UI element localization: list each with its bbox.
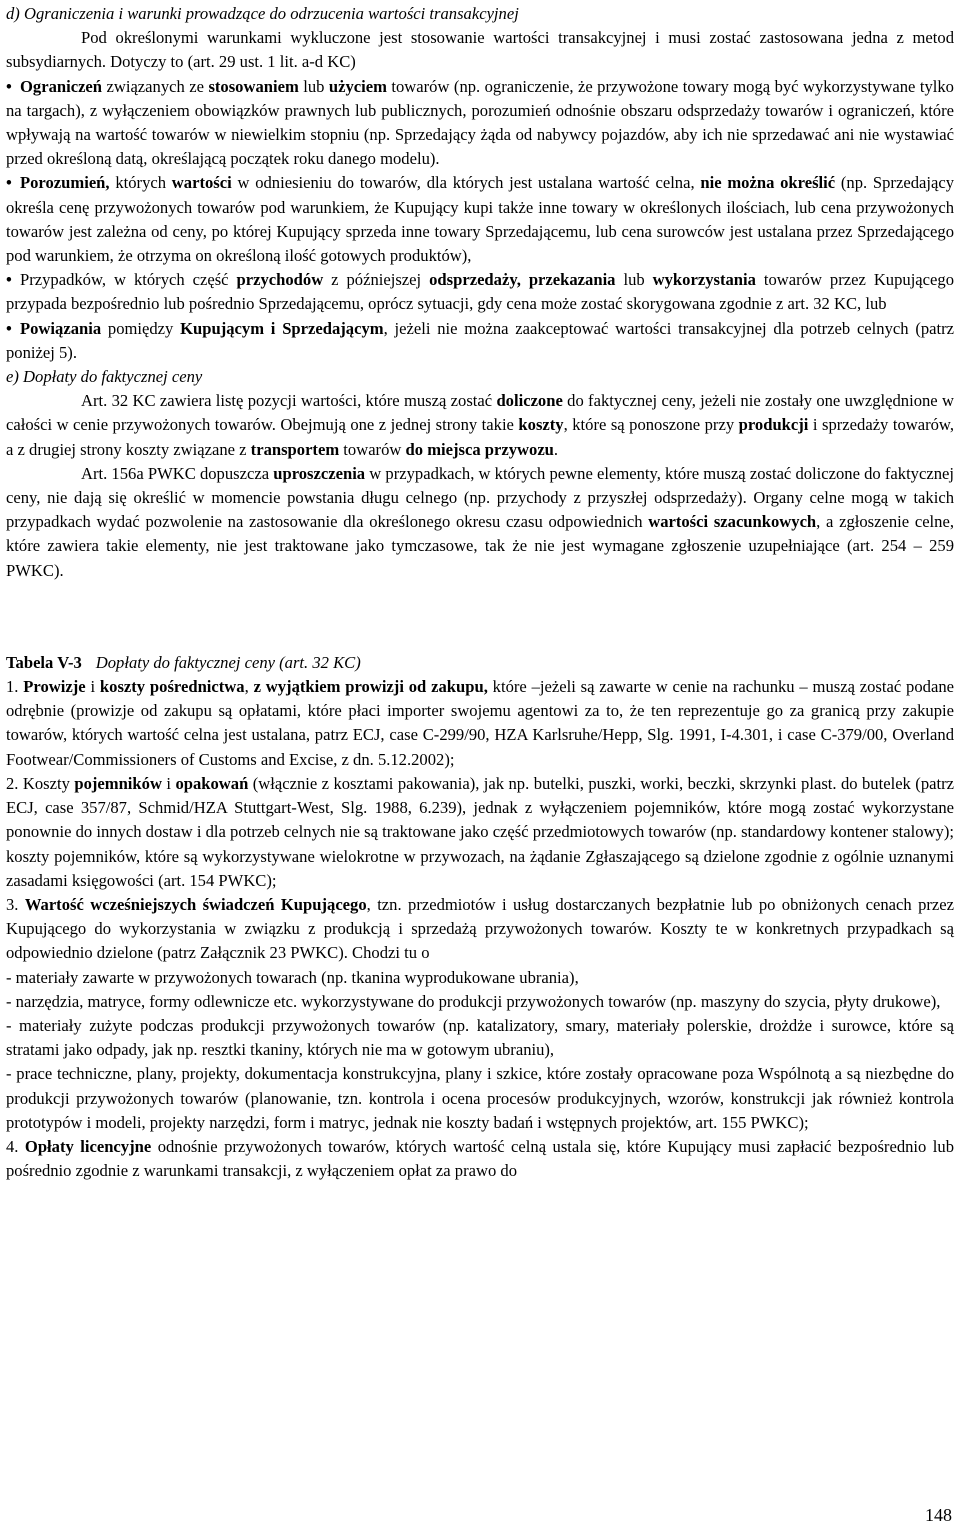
bullet-icon: • — [6, 318, 12, 338]
section-d-intro: Pod określonymi warunkami wykluczone jest stosowanie wartości transakcyjnej i musi zostać zastosowana jedna z metod subsydiarnych. Dotyczy to (art. 29 ust. 1 lit. a-d KC) — [6, 28, 954, 72]
bullet-icon: • — [6, 270, 12, 290]
table-item-1: 1. Prowizje i koszty pośrednictwa, z wyjątkiem prowizji od zakupu, które –jeżeli są zawarte w cenie na rachunku – muszą zostać podane odrębnie (prowizje od zakupu są opłatami, które płaci importer swojemu agentowi za to, że ten reprezentuje go za granicą przy zakupie towarów, których wartość celna jest ustalana, patrz ECJ, case C-299/90, HZA Karlsruhe/Hepp, Slg. 1991, I-4.301, i case C-379/00, Overland Footwear/Commissioners of Customs and Excise, z dn. 5.12.2002); — [6, 677, 954, 769]
table-dash-item: - narzędzia, matryce, formy odlewnicze etc. wykorzystywane do produkcji przywożonych towarów (np. maszyny do szycia, płyty drukowe), — [6, 991, 941, 1011]
section-e-paragraph-2: Art. 156a PWKC dopuszcza uproszczenia w przypadkach, w których pewne elementy, które muszą zostać doliczone do faktycznej ceny, nie dają się określić w momencie powstania długu celnego (np. przychody z przyszłej odsprzedaży). Organy celne mogą w takich przypadkach wydać pozwolenie na zastosowanie dla określonego okresu czasu odpowiednich wartości szacunkowych, a zgłoszenie celne, które zawiera takie elementy, nie jest traktowane jako tymczasowe, tak że nie jest wymagane zgłoszenie uzupełniające (art. 254 – 259 PWKC). — [6, 463, 954, 580]
table-label: Tabela V-3 — [6, 652, 82, 672]
table-item-4: 4. Opłaty licencyjne odnośnie przywożonych towarów, których wartość celną ustala się, które Kupujący musi zapłacić bezpośrednio lub pośrednio zgodnie z warunkami transakcji, z wyłączeniem opłat za prawo do — [6, 1136, 954, 1181]
bullet-icon: • — [6, 76, 12, 96]
table-dash-item: - prace techniczne, plany, projekty, dokumentacja konstrukcyjna, plany i szkice, które zostały opracowane poza Wspólnotą a są niezbędne do produkcji przywożonych towarów (planowanie, tzn. kontrola i ocena procesów produkcyjnych, wzorów, konstrukcji jak również kontrola prototypów i modeli, projekty narzędzi, form i matryc, jednak nie koszty badań i wstępnych projektów, art. 155 PWKC); — [6, 1064, 954, 1132]
document-page — [6, 2, 954, 1183]
table-dash-item: - materiały zużyte podczas produkcji przywożonych towarów (np. katalizatory, smary, materiały polerskie, drożdże i surowce, które są stratami jako odpady, jak np. resztki tkaniny, których nie ma w gotowym ubraniu), — [6, 1015, 954, 1060]
table-caption: Dopłaty do faktycznej ceny (art. 32 KC) — [95, 652, 361, 672]
bullet-przypadkow: • Przypadków, w których część przychodów z późniejszej odsprzedaży, przekazania lub wykorzystania towarów przez Kupującego przypada bezpośrednio lub pośrednio Sprzedającemu, oprócz sytuacji, gdy cena może zostać skorygowana zgodnie z art. 32 KC, lub — [6, 270, 954, 314]
table-item-2: 2. Koszty pojemników i opakowań (włącznie z kosztami pakowania), jak np. butelki, puszki, worki, beczki, skrzynki plast. do butelek (patrz ECJ, case 357/87, Schmid/HZA Stuttgart-West, Slg. 1988, 6.239), jednak z wyłączeniem pojemników, które mogą zostać wykorzystane ponownie do innych dostaw i dla potrzeb celnych nie są traktowane jako część przedmiotowych towarów (np. standardowy kontener stalowy); koszty pojemników, które są wykorzystywane wielokrotne w przywozach, na żądanie Zgłaszającego są dzielone zgodnie z ogólnie uznanymi zasadami księgowości (art. 154 PWKC); — [6, 773, 954, 890]
table-dash-item: - materiały zawarte w przywożonych towarach (np. tkanina wyprodukowane ubrania), — [6, 967, 579, 987]
table-title — [6, 651, 954, 675]
bullet-powiazania: • Powiązania pomiędzy Kupującym i Sprzedającym, jeżeli nie można zaakceptować wartości transakcyjnej dla potrzeb celnych (patrz poniżej 5). — [6, 318, 955, 362]
section-e-paragraph-1: Art. 32 KC zawiera listę pozycji wartości, które muszą zostać doliczone do faktycznej ceny, jeżeli nie zostały one uwzględnione w całości w cenie przywożonych towarów. Obejmują one z jednej strony takie koszty, które są ponoszone przy produkcji i sprzedaży towarów, a z drugiej strony koszty związane z transportem towarów do miejsca przywozu. — [6, 391, 954, 459]
section-spacer — [6, 583, 954, 649]
page-number: 148 — [925, 1505, 952, 1525]
bullet-ograniczen: • Ograniczeń związanych ze stosowaniem lub użyciem towarów (np. ograniczenie, że przywożone towary mogą być wykorzystywane tylko na targach), z wyłączeniem obowiązków prawnych lub publicznych, porozumień odnośnie obszaru odsprzedaży towarów i ograniczeń, które wpływają na wartość towarów w niewielkim stopniu (np. Sprzedający żąda od nabywcy pojazdów, aby ich nie sprzedawać ani nie wystawiać przed określoną datą, określającą początek roku danego modelu). — [6, 76, 954, 169]
section-d-heading: d) Ograniczenia i warunki prowadzące do odrzucenia wartości transakcyjnej — [6, 4, 519, 23]
section-e-heading: e) Dopłaty do faktycznej ceny — [6, 367, 203, 387]
table-item-3: 3. Wartość wcześniejszych świadczeń Kupującego, tzn. przedmiotów i usług dostarczanych bezpłatnie lub po obniżonych cenach przez Kupującego do wykorzystania w związku z produkcją i sprzedażą przywożonych towarów. Koszty te w konkretnych przypadkach są odpowiednio dzielone (patrz Załącznik 23 PWKC). Chodzi tu o — [6, 894, 954, 963]
bullet-icon: • — [6, 173, 12, 193]
bullet-porozumien: • Porozumień, których wartości w odniesieniu do towarów, dla których jest ustalana wartość celna, nie można określić (np. Sprzedający określa cenę przywożonych towarów pod warunkiem, że Kupujący kupi także inne towary w określonych ilościach, lub cena przywożonych towarów jest zależna od ceny, po której Kupujący sprzeda inne towary Sprzedającemu, lub cena surowców jest ustalana przez Sprzedającego pod warunkiem, że otrzyma on określoną ilość gotowych produktów), — [6, 173, 954, 266]
